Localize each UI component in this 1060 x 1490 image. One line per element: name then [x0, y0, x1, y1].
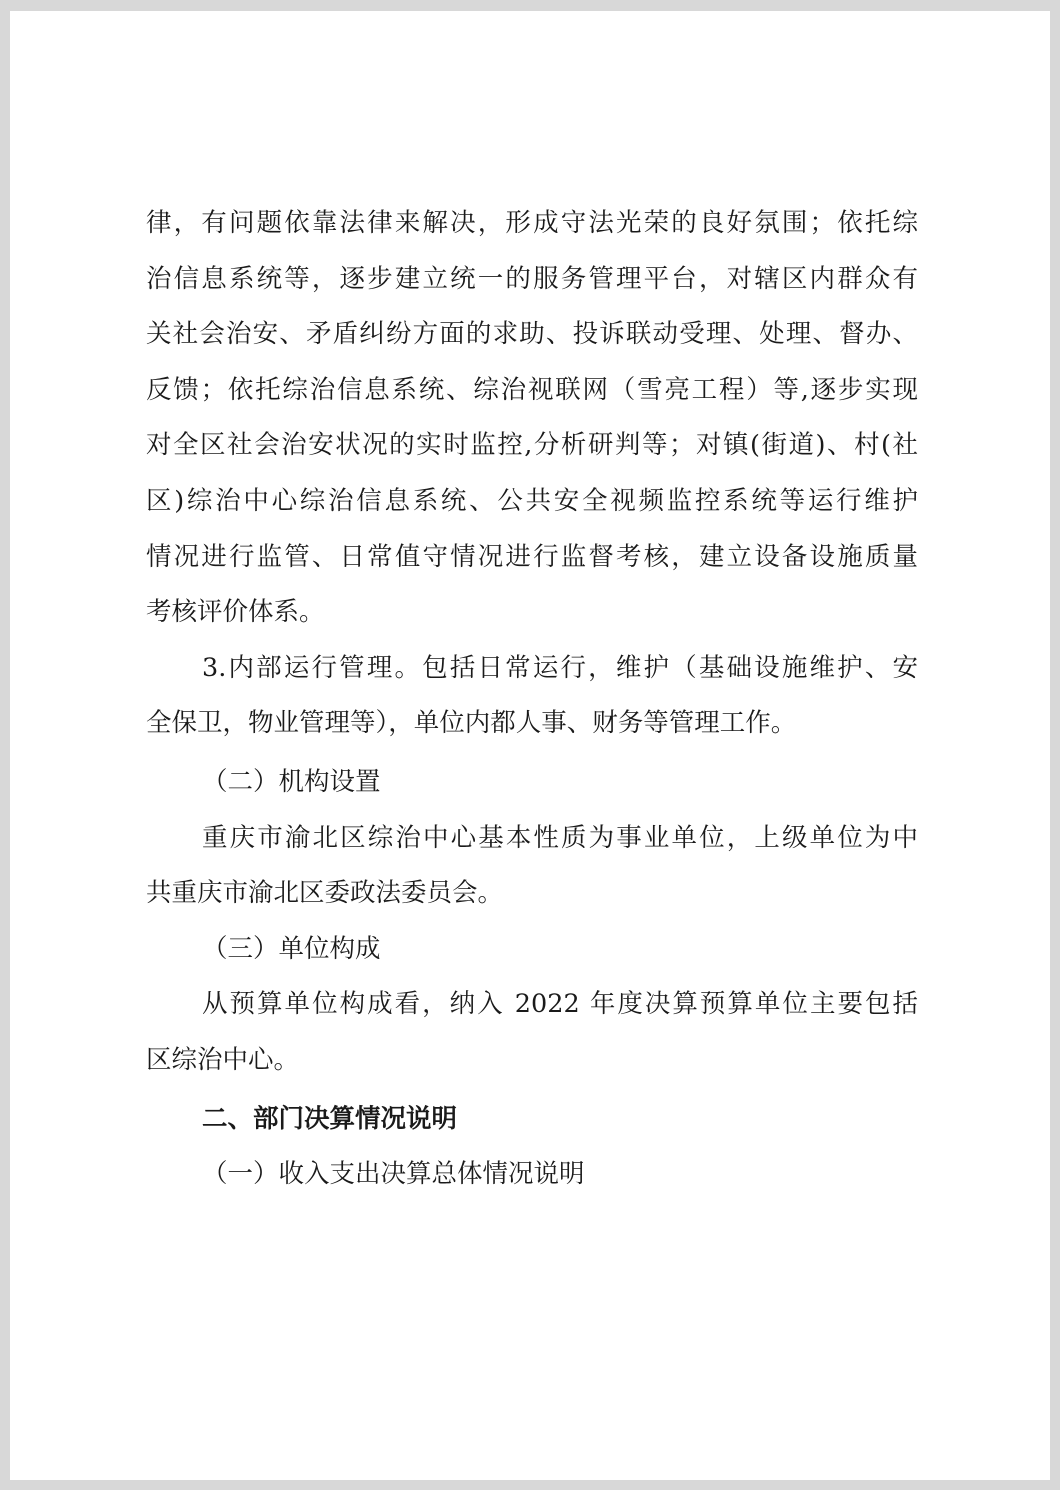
paragraph-internal-management: [146, 641, 918, 752]
text-line: 区)综治中心综治信息系统、公共安全视频监控系统等运行维护: [146, 485, 918, 516]
heading-income-expense-overview: （一）收入支出决算总体情况说明: [202, 1159, 585, 1190]
paragraph-duties-continued: [146, 196, 918, 641]
paragraph-unit-composition: [146, 977, 918, 1088]
heading-unit-composition: （三）单位构成: [202, 933, 381, 964]
text-line: 对全区社会治安状况的实时监控,分析研判等；对镇(街道)、村(社: [146, 430, 918, 461]
text-line: 考核评价体系。: [146, 597, 325, 628]
text-line: 律，有问题依靠法律来解决，形成守法光荣的良好氛围；依托综: [146, 208, 918, 238]
text-line: 全保卫，物业管理等），单位内都人事、财务等管理工作。: [146, 708, 797, 739]
paragraph-organization: [146, 811, 918, 922]
text-line: 治信息系统等，逐步建立统一的服务管理平台，对辖区内群众有: [146, 263, 918, 294]
document-body: [146, 196, 918, 1203]
text-line: 3.内部运行管理。包括日常运行，维护（基础设施维护、安: [202, 652, 918, 683]
text-line: 重庆市渝北区综治中心基本性质为事业单位，上级单位为中: [202, 822, 918, 853]
text-line: 区综治中心。: [146, 1044, 300, 1075]
text-line: 关社会治安、矛盾纠纷方面的求助、投诉联动受理、处理、督办、: [146, 319, 918, 350]
heading-organization-setup: （二）机构设置: [202, 766, 381, 797]
text-line: 从预算单位构成看，纳入 2022 年度决算预算单位主要包括: [202, 989, 918, 1020]
heading-section-2: 二、部门决算情况说明: [202, 1103, 458, 1134]
text-line: 共重庆市渝北区委政法委员会。: [146, 878, 504, 909]
text-line: 反馈；依托综治信息系统、综治视联网（雪亮工程）等,逐步实现: [146, 374, 918, 405]
text-line: 情况进行监管、日常值守情况进行监督考核，建立设备设施质量: [146, 541, 918, 572]
